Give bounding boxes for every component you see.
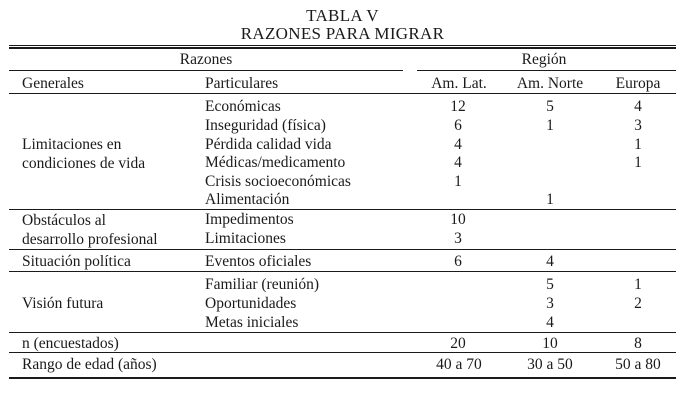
cell-europa: 1 — [634, 136, 642, 153]
edad-label: Rango de edad (años) — [22, 356, 157, 373]
top-rule — [9, 45, 676, 46]
row-particular: Inseguridad (física) — [205, 117, 326, 134]
razones-underline — [9, 70, 403, 71]
header-generales: Generales — [22, 75, 84, 92]
cell-am-norte: 1 — [546, 191, 554, 208]
top-rule-thick — [9, 47, 676, 49]
header-am-norte: Am. Norte — [516, 75, 584, 92]
cell-am-norte: 4 — [546, 314, 554, 331]
group-rule — [9, 209, 676, 210]
cell-am-norte: 3 — [546, 295, 554, 312]
cell-europa: 2 — [634, 295, 642, 312]
cell-europa: 1 — [634, 276, 642, 293]
cell-am-lat: 3 — [454, 230, 462, 247]
cell-am-lat: 10 — [450, 211, 466, 228]
n-am-norte: 10 — [542, 335, 558, 352]
header-razones: Razones — [179, 51, 233, 68]
header-europa: Europa — [615, 75, 661, 92]
cell-am-norte: 5 — [546, 276, 554, 293]
n-am-lat: 20 — [450, 335, 466, 352]
row-particular: Económicas — [205, 98, 281, 115]
edad-europa: 50 a 80 — [615, 356, 661, 373]
row-particular: Médicas/medicamento — [205, 154, 346, 171]
table-title-line2: RAZONES PARA MIGRAR — [240, 24, 445, 43]
cell-am-lat: 4 — [454, 136, 462, 153]
header-rule — [9, 93, 676, 94]
group-rule — [9, 249, 676, 250]
edad-am-lat: 40 a 70 — [436, 356, 482, 373]
cell-am-lat: 6 — [454, 253, 462, 270]
cell-europa: 4 — [634, 98, 642, 115]
cell-am-norte: 5 — [546, 98, 554, 115]
header-particulares: Particulares — [205, 75, 279, 92]
cell-europa: 1 — [634, 154, 642, 171]
row-particular: Familiar (reunión) — [205, 276, 320, 293]
row-particular: Impedimentos — [205, 211, 294, 228]
cell-am-lat: 12 — [450, 98, 466, 115]
cell-am-lat: 1 — [454, 173, 462, 190]
region-underline — [417, 70, 676, 71]
n-europa: 8 — [634, 335, 642, 352]
cell-am-lat: 6 — [454, 117, 462, 134]
group-general-label: Limitaciones en — [22, 136, 122, 153]
group-general-label: desarrollo profesional — [22, 231, 158, 248]
cell-europa: 3 — [634, 117, 642, 134]
row-particular: Eventos oficiales — [205, 253, 312, 270]
group-rule — [9, 271, 676, 272]
row-particular: Crisis socioeconómicas — [205, 173, 351, 190]
group-rule — [9, 332, 676, 333]
cell-am-norte: 4 — [546, 253, 554, 270]
group-general-label: Visión futura — [22, 295, 104, 312]
group-general-label: condiciones de vida — [22, 155, 146, 172]
row-particular: Alimentación — [205, 191, 290, 208]
cell-am-norte: 1 — [546, 117, 554, 134]
row-rule — [9, 352, 676, 353]
row-particular: Pérdida calidad vida — [205, 136, 332, 153]
header-region: Región — [521, 51, 567, 68]
table-title-line1: TABLA V — [306, 6, 379, 25]
edad-am-norte: 30 a 50 — [527, 356, 573, 373]
row-particular: Limitaciones — [205, 230, 286, 247]
header-am-lat: Am. Lat. — [431, 75, 487, 92]
n-label: n (encuestados) — [22, 335, 119, 352]
bottom-rule — [9, 377, 676, 379]
row-particular: Metas iniciales — [205, 314, 299, 331]
cell-am-lat: 4 — [454, 154, 462, 171]
row-particular: Oportunidades — [205, 295, 297, 312]
group-general-label: Obstáculos al — [22, 212, 106, 229]
group-general-label: Situación política — [22, 253, 131, 270]
